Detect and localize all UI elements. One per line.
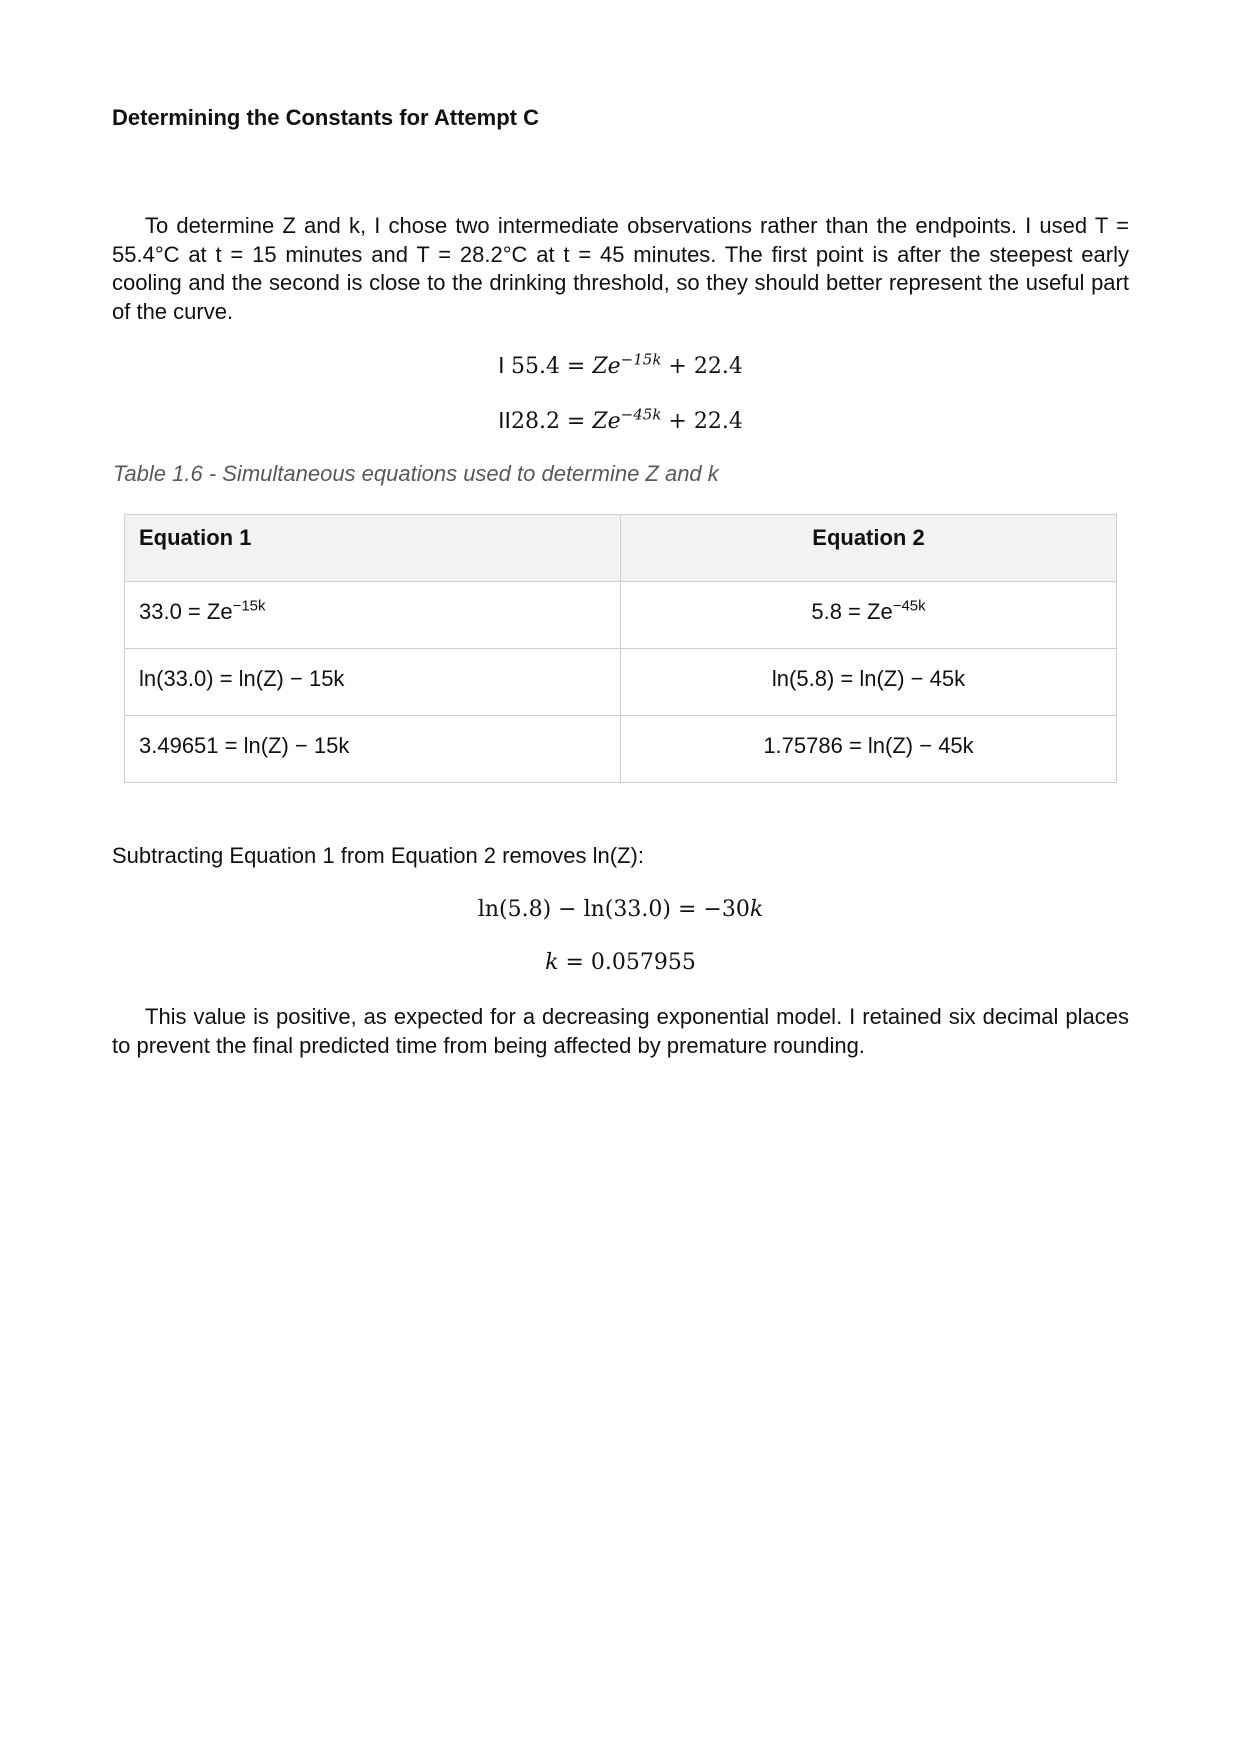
equation-one-rhs: + 22.4 (661, 354, 743, 379)
derivation-line-1 (0, 893, 1241, 925)
equation-two-rhs: + 22.4 (661, 409, 743, 434)
table-cell: ln(33.0) = ln(Z) − 15k (125, 649, 621, 716)
derivation-line-2-expression (545, 950, 696, 975)
table-cell: ln(5.8) = ln(Z) − 45k (621, 649, 1117, 716)
cell-exponent: −45k (892, 597, 926, 615)
equation-two-exponent: −45k (620, 405, 662, 424)
equation-one-exponent: −15k (620, 350, 662, 369)
derivation-line-2-variable: k (545, 950, 559, 975)
table-cell (125, 582, 621, 649)
table-cell: 1.75786 = ln(Z) − 45k (621, 716, 1117, 783)
table-cell (621, 582, 1117, 649)
equation-one-lhs: 55.4 = (510, 354, 593, 379)
equation-one-label: I (498, 352, 505, 378)
equation-two (0, 405, 1241, 437)
derivation-line-1-variable: k (749, 897, 764, 922)
table-header-equation-2: Equation 2 (621, 515, 1117, 582)
equation-two-expression (510, 405, 743, 434)
equation-two-z: Ze (592, 409, 621, 434)
table-row (125, 649, 1117, 716)
derivation-line-2-right: = 0.057955 (558, 950, 696, 975)
derivation-line-2 (0, 946, 1241, 978)
equation-two-label: II (498, 407, 511, 433)
table-cell: 3.49651 = ln(Z) − 15k (125, 716, 621, 783)
equation-two-lhs: 28.2 = (510, 409, 593, 434)
cell-exponent: −15k (232, 597, 266, 615)
simultaneous-equations-table (124, 514, 1117, 783)
equation-one-z: Ze (592, 354, 621, 379)
subtraction-paragraph: Subtracting Equation 1 from Equation 2 removes ln(Z): (112, 843, 644, 868)
equation-one-expression (510, 350, 743, 379)
conclusion-paragraph: This value is positive, as expected for a decreasing exponential model. I retained six decimal places to prevent the final predicted time from being affected by premature rounding. (112, 1004, 1129, 1058)
cell-text: 5.8 = Ze (811, 599, 893, 624)
table-header-equation-1: Equation 1 (125, 515, 621, 582)
equation-one (0, 350, 1241, 382)
table-row (125, 716, 1117, 783)
table-row (125, 582, 1117, 649)
cell-text: 33.0 = Ze (139, 599, 233, 624)
table-header-row (125, 515, 1117, 582)
table-caption: Table 1.6 - Simultaneous equations used to determine Z and k (113, 461, 719, 486)
section-heading: Determining the Constants for Attempt C (112, 105, 539, 130)
derivation-line-1-left: ln(5.8) − ln(33.0) = −30 (477, 897, 750, 922)
intro-paragraph: To determine Z and k, I chose two intermediate observations rather than the endpoints. I used T = 55.4°C at t = 15 minutes and T = 28.2°C at t = 45 minutes. The first point is after the steepest early cooling and the second is close to the drinking threshold, so they should better represent the useful part of the curve. (112, 213, 1129, 324)
derivation-line-1-expression (478, 897, 763, 922)
